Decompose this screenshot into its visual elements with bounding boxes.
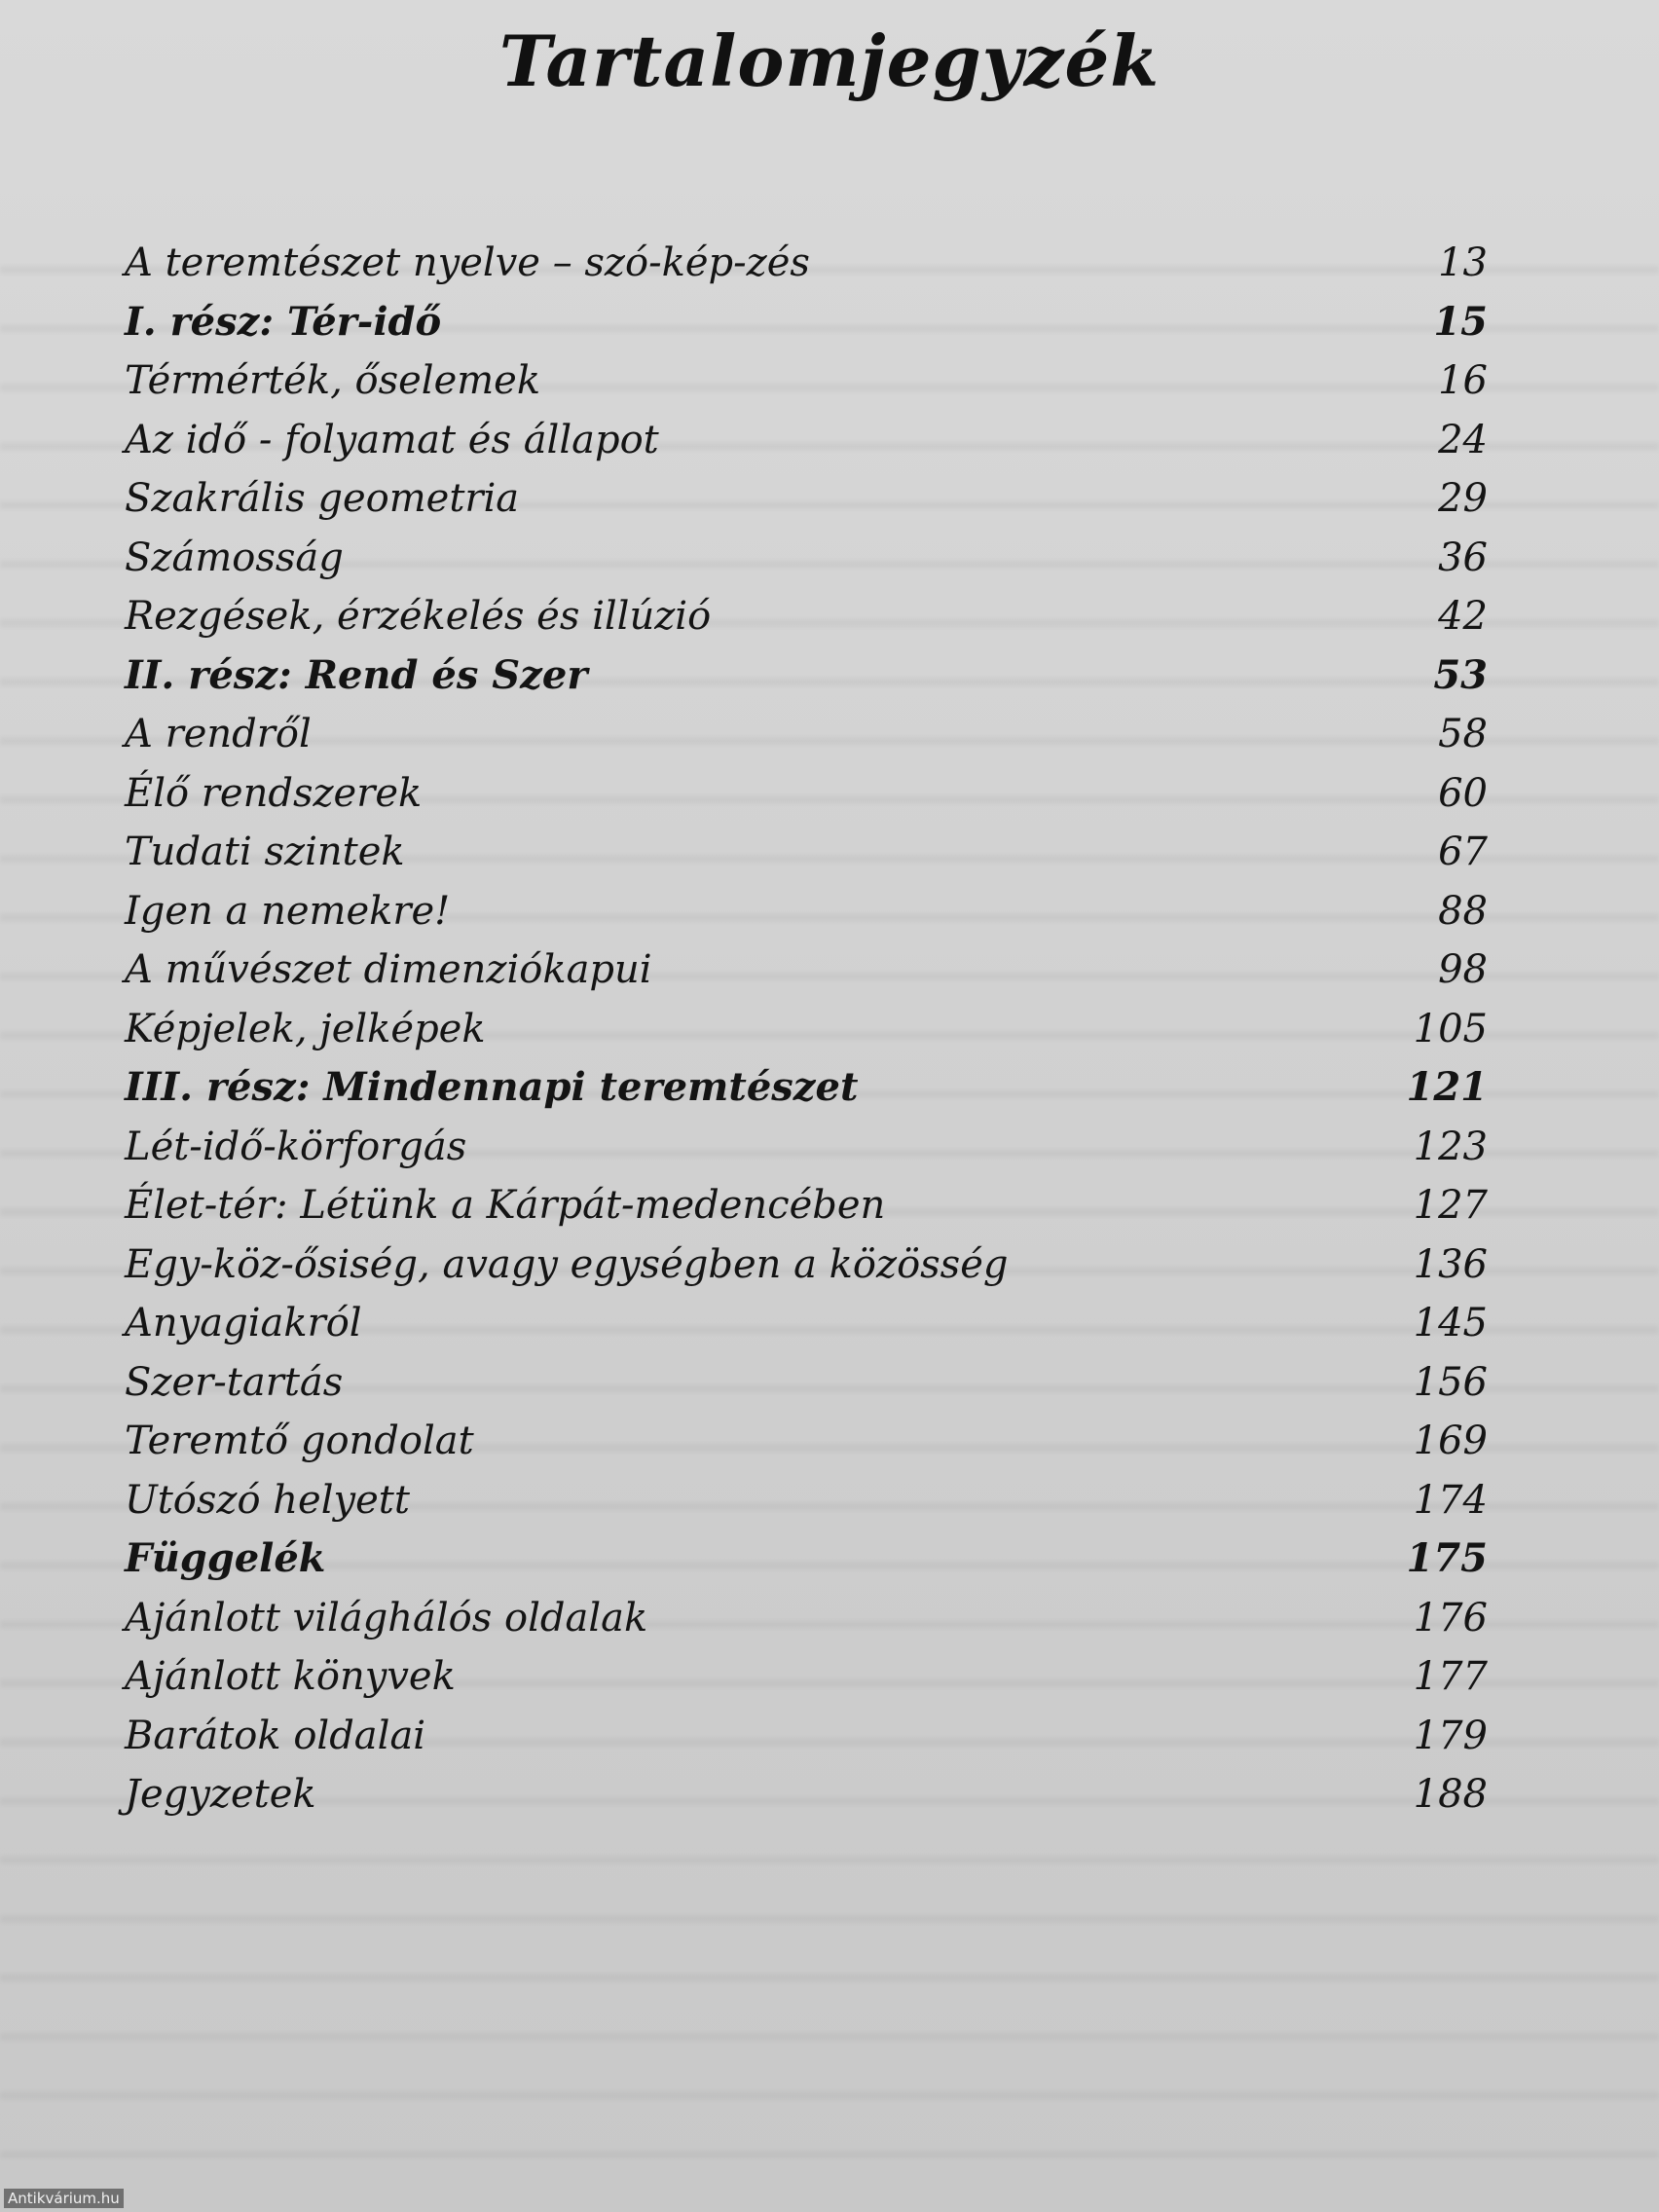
- toc-entry: [125, 1412, 1488, 1471]
- toc-entry-page-number: 15: [1433, 298, 1488, 345]
- toc-entry-title: Képjelek, jelképek: [125, 1006, 486, 1051]
- toc-entry-title: A teremtészet nyelve – szó-kép-zés: [125, 240, 810, 286]
- toc-entry-title: Ajánlott világhálós oldalak: [125, 1595, 648, 1641]
- toc-entry: [125, 1647, 1488, 1707]
- toc-entry-page-number: 36: [1438, 535, 1488, 580]
- toc-entry-title: A rendről: [125, 712, 312, 757]
- toc-entry-page-number: 105: [1413, 1006, 1488, 1051]
- toc-entry-page-number: 88: [1438, 888, 1488, 934]
- toc-entry-title: Anyagiakról: [125, 1301, 362, 1346]
- toc-entry: [125, 823, 1488, 882]
- toc-entry: [125, 1589, 1488, 1648]
- toc-entry-title: Szer-tartás: [125, 1359, 344, 1405]
- toc-entry-title: Rezgések, érzékelés és illúzió: [125, 594, 712, 640]
- toc-entry-title: I. rész: Tér-idő: [125, 298, 442, 345]
- toc-entry: [125, 1118, 1488, 1177]
- toc-entry-page-number: 53: [1433, 651, 1488, 698]
- toc-entry: [125, 529, 1488, 588]
- toc-entry: [125, 764, 1488, 824]
- toc-entry-title: Függelék: [125, 1535, 326, 1582]
- toc-entry: [125, 1235, 1488, 1295]
- toc-entry-title: Az idő - folyamat és állapot: [125, 417, 659, 462]
- toc-entry-page-number: 145: [1413, 1301, 1488, 1346]
- toc-entry-page-number: 60: [1438, 770, 1488, 816]
- toc-entry-page-number: 16: [1438, 358, 1488, 404]
- toc-entry: [125, 1471, 1488, 1530]
- toc-entry-page-number: 98: [1438, 947, 1488, 993]
- toc-entry-page-number: 121: [1406, 1064, 1488, 1111]
- toc-entry-title: Jegyzetek: [125, 1772, 316, 1818]
- toc-entry-page-number: 177: [1413, 1654, 1488, 1700]
- toc-entry: [125, 1176, 1488, 1235]
- toc-entry-page-number: 42: [1438, 594, 1488, 640]
- toc-entry: [125, 1000, 1488, 1059]
- toc-entry-title: III. rész: Mindennapi teremtészet: [125, 1064, 859, 1111]
- toc-entry-title: Számosság: [125, 535, 344, 580]
- toc-entry: [125, 1765, 1488, 1825]
- toc-entry: [125, 411, 1488, 470]
- toc-entry-page-number: 179: [1413, 1713, 1488, 1758]
- toc-entry-page-number: 13: [1438, 240, 1488, 286]
- toc-entry-title: Szakrális geometria: [125, 476, 520, 522]
- toc-entry-title: Tudati szintek: [125, 830, 405, 875]
- toc-part-heading: [125, 1530, 1488, 1589]
- toc-entry-title: Barátok oldalai: [125, 1713, 426, 1758]
- toc-entry: [125, 882, 1488, 941]
- toc-entry: [125, 1294, 1488, 1353]
- toc-entry-title: Lét-idő-körforgás: [125, 1124, 467, 1169]
- toc-entry-page-number: 58: [1438, 712, 1488, 757]
- toc-part-heading: [125, 1058, 1488, 1118]
- toc-entry-page-number: 188: [1413, 1772, 1488, 1818]
- toc-entry-page-number: 136: [1413, 1241, 1488, 1287]
- toc-entry: [125, 351, 1488, 411]
- toc-entry: [125, 1353, 1488, 1413]
- toc-entry-title: Élő rendszerek: [125, 770, 423, 816]
- toc-part-heading: [125, 646, 1488, 706]
- toc-entry-title: Térmérték, őselemek: [125, 358, 541, 404]
- watermark: Antikvárium.hu: [4, 2189, 124, 2208]
- toc-entry-page-number: 176: [1413, 1595, 1488, 1641]
- toc-entry-title: A művészet dimenziókapui: [125, 947, 652, 993]
- toc-entry-page-number: 156: [1413, 1359, 1488, 1405]
- toc-part-heading: [125, 293, 1488, 352]
- toc-entry: [125, 587, 1488, 646]
- toc-entry: [125, 940, 1488, 1000]
- toc-entry-page-number: 127: [1413, 1183, 1488, 1229]
- toc-entry-title: Igen a nemekre!: [125, 888, 451, 934]
- toc-entry-title: Ajánlott könyvek: [125, 1654, 456, 1700]
- table-of-contents: [125, 234, 1488, 1825]
- toc-entry-title: Utószó helyett: [125, 1477, 410, 1523]
- toc-entry: [125, 469, 1488, 529]
- toc-entry-page-number: 175: [1406, 1535, 1488, 1582]
- toc-entry: [125, 234, 1488, 293]
- page-title: Tartalomjegyzék: [498, 19, 1161, 102]
- toc-entry-page-number: 174: [1413, 1477, 1488, 1523]
- toc-entry-page-number: 169: [1413, 1419, 1488, 1464]
- toc-entry-title: Élet-tér: Létünk a Kárpát-medencében: [125, 1183, 886, 1229]
- toc-entry-title: II. rész: Rend és Szer: [125, 651, 588, 698]
- toc-entry-page-number: 123: [1413, 1124, 1488, 1169]
- toc-entry-title: Egy-köz-ősiség, avagy egységben a közösség: [125, 1241, 1009, 1287]
- toc-entry: [125, 1707, 1488, 1766]
- toc-entry-page-number: 67: [1438, 830, 1488, 875]
- toc-entry: [125, 705, 1488, 764]
- toc-entry-page-number: 24: [1438, 417, 1488, 462]
- toc-entry-page-number: 29: [1438, 476, 1488, 522]
- toc-entry-title: Teremtő gondolat: [125, 1419, 474, 1464]
